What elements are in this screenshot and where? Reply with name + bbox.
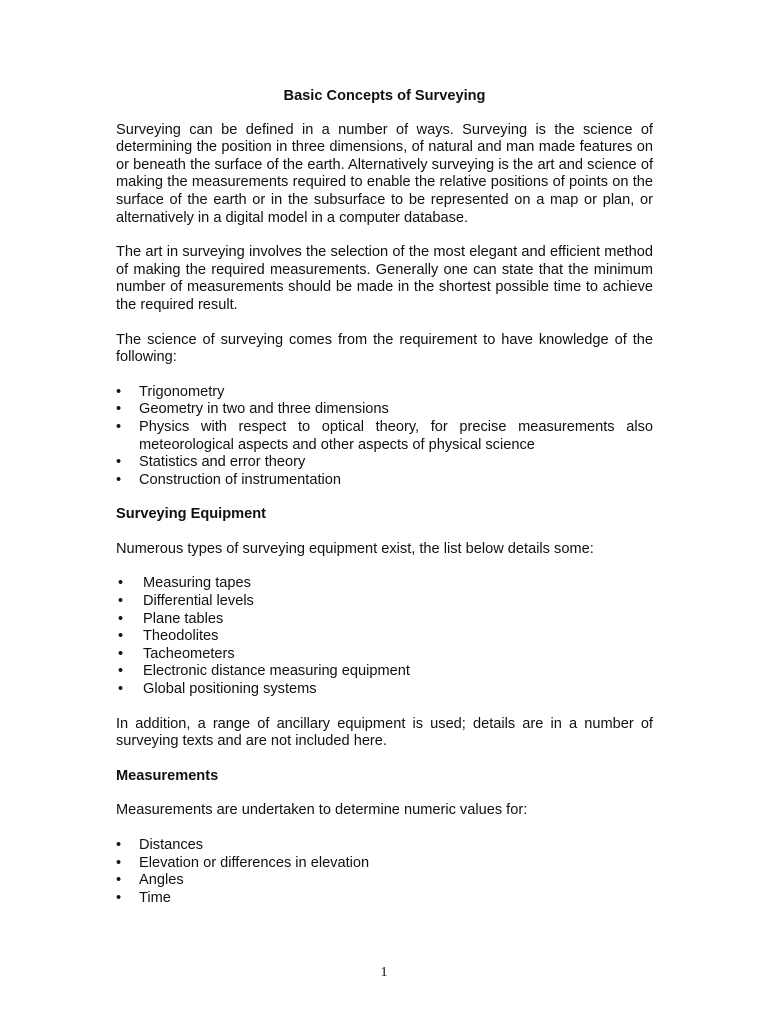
document-page — [116, 88, 653, 924]
equipment-list — [116, 575, 653, 698]
page-number: 1 — [380, 965, 388, 980]
measurements-heading: Measurements — [116, 767, 219, 784]
intro-paragraph-definition: Surveying can be defined in a number of ways. Surveying is the science of determining the position in three dimensions, of natural and man made features on or beneath the surface of the earth. Alternatively surveying is the art and science of making the measurements required to enable the relative positions of points on the surface of the earth or in the subsurface to be represented on a map or plan, or alternatively in a digital model in a computer database. — [116, 121, 653, 226]
measurements-intro: Measurements are undertaken to determine numeric values for: — [116, 802, 528, 819]
list-item: • Statistics and error theory — [116, 454, 653, 472]
list-item: • Geometry in two and three dimensions — [116, 401, 653, 419]
list-item: • Theodolites — [116, 628, 653, 646]
list-item: • Trigonometry — [116, 384, 653, 402]
list-item: • Construction of instrumentation — [116, 472, 653, 490]
intro-paragraph-science: The science of surveying comes from the requirement to have knowledge of the following: — [116, 331, 653, 366]
list-item: • Physics with respect to optical theory, for precise measurements also meteorological aspects and other aspects of physical science — [116, 419, 653, 454]
equipment-heading: Surveying Equipment — [116, 506, 267, 523]
list-item: • Global positioning systems — [116, 681, 653, 699]
list-item: • Electronic distance measuring equipment — [116, 663, 653, 681]
science-list — [116, 384, 653, 490]
equipment-intro: Numerous types of surveying equipment exist, the list below details some: — [116, 540, 594, 557]
list-item: • Elevation or differences in elevation — [116, 855, 653, 873]
measurements-list — [116, 837, 653, 907]
list-item: • Tacheometers — [116, 646, 653, 664]
intro-paragraph-art: The art in surveying involves the selection of the most elegant and efficient method of making the required measurements. Generally one can state that the minimum number of measurements should be made in the shortest possible time to achieve the required result. — [116, 244, 653, 313]
list-item: • Angles — [116, 872, 653, 890]
document-title: Basic Concepts of Surveying — [283, 88, 486, 104]
list-item: • Measuring tapes — [116, 575, 653, 593]
list-item: • Plane tables — [116, 611, 653, 629]
list-item: • Time — [116, 890, 653, 908]
list-item: • Differential levels — [116, 593, 653, 611]
equipment-note: In addition, a range of ancillary equipment is used; details are in a number of surveying texts and are not included here. — [116, 715, 653, 750]
list-item: • Distances — [116, 837, 653, 855]
